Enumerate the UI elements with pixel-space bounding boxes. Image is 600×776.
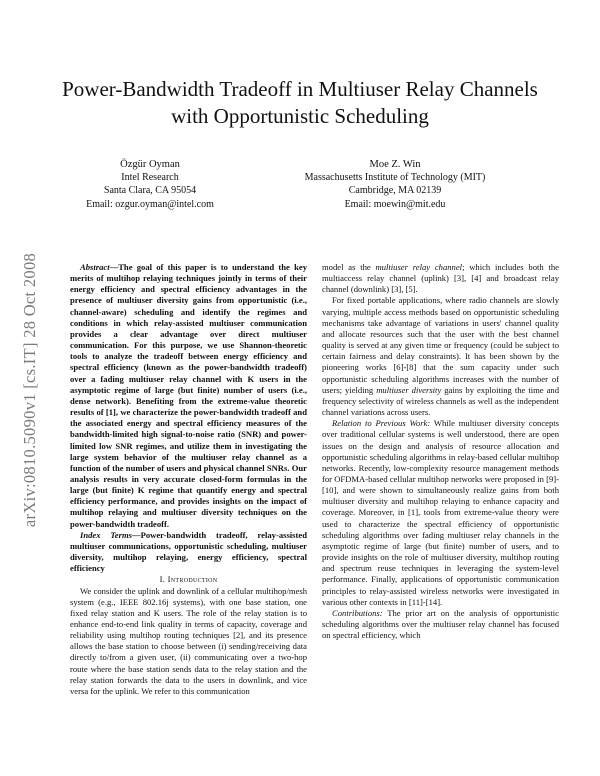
title-line-2: with Opportunistic Scheduling <box>171 104 429 128</box>
abstract-label: Abstract <box>80 262 110 272</box>
section-number: I. <box>159 574 166 585</box>
paragraph-text: model as the <box>322 262 376 272</box>
author-address: Cambridge, MA 02139 <box>348 185 442 197</box>
paragraph-text: The prior art on the analysis of opportunistic scheduling algorithms over the multiuser relay channel has focused on spectral efficiency, which <box>322 607 559 641</box>
paragraph-text: ; which includes both the multiaccess relay channel (uplink) [3], [4] and broadcast relay channel (downlink) [3], [5]. <box>322 262 559 295</box>
intro-paragraph: We consider the uplink and downlink of a cellular multihop/mesh system (e.g., IEEE 802.16j systems), with one base station, one fixed relay station and K users. The role of the relay station is to enhance end-to-end link quality in terms of capacity, coverage and reliability using multihop routing techniques [2], and its presence allows the base station to choose between (i) sending/receiving data directly to/from a given user, (ii) communicating over a two-hop route where the base station sends data to the relay station and the relay station forwards the data to the users in downlink, and vice versa for the uplink. We refer to this communication <box>70 585 307 696</box>
author-address: Santa Clara, CA 95054 <box>103 185 197 197</box>
paragraph-text: While multiuser diversity concepts over traditional cellular systems is well understood, there are open issues on the design and analysis of resource allocation and opportunistic scheduling algorithms in relay-based cellular multihop networks. Recently, low-complexity resource management methods for OFDMA-based cellular multihop networks were proposed in [9]-[10], and were shown to simultaneously realize gains from both multiuser diversity and multihop relaying to enhance capacity and coverage. Moreover, in [1], tools from extreme-value theory were used to characterize the spectral efficiency of opportunistic scheduling algorithms over fading multiuser relay channels in the asymptotic regime of large (but finite) number of users, and to provide insights on the role of multiuser diversity, multihop routing and spectrum reuse techniques in leveraging the system-level performance. Finally, applications of opportunistic communication principles to relay-assisted wireless networks were investigated in various other contexts in [11]-[14]. <box>322 418 559 607</box>
abstract-text: —The goal of this paper is to understand the key merits of multihop relaying techniques jointly in terms of their energy efficiency and spectral efficiency advantages in the presence of multiuser diversity gains from opportunistic (i.e., channel-aware) scheduling and identify the regimes and conditions in which relay-assisted multiuser communication provides a clear advantage over direct multiuser communication. For this purpose, we use Shannon-theoretic tools to analyze the tradeoff between energy efficiency and spectral efficiency (known as the power-bandwidth tradeoff) over a fading multiuser relay channel with K users in the asymptotic regime of large (but finite) number of users (i.e., dense network). Benefiting from the extreme-value theoretic results of [1], we characterize the power-bandwidth tradeoff and the associated energy and spectral efficiency measures of the bandwidth-limited high signal-to-noise ratio (SNR) and power-limited low SNR regimes, and utilize them in investigating the large system behavior of the multiuser relay channel as a function of the number of users and physical channel SNRs. Our analysis results in very accurate closed-form formulas in the large (but finite) K regime that quantify energy and spectral efficiency performance, and provides insights on the impact of multihop relaying and multiuser diversity techniques on the power-bandwidth tradeoff. <box>70 262 307 529</box>
paragraph-heading: Contributions: <box>332 607 383 618</box>
paragraph-heading: Relation to Previous Work: <box>332 418 431 429</box>
author-email: Email: moewin@mit.edu <box>344 198 446 210</box>
paragraph-portable <box>322 295 559 418</box>
right-column <box>322 262 559 641</box>
paragraph-text: For fixed portable applications, where radio channels are slowly varying, multiple access methods based on opportunistic scheduling mechanisms take advantage of variations in users' channel quality and allocate resources such that the user with the best channel quality is served at any given time or frequency (could be subject to certain fairness and delay constraints). It has been shown by the pioneering works [6]-[8] that the sum capacity under such opportunistic scheduling algorithms increases with the number of users; yielding <box>322 295 559 395</box>
paragraph-contributions <box>322 608 559 641</box>
abstract <box>70 262 307 530</box>
author-email: Email: ozgur.oyman@intel.com <box>86 198 214 210</box>
left-column <box>70 262 307 697</box>
index-terms-label: Index Terms <box>80 529 132 540</box>
author-name: Moe Z. Win <box>369 159 421 170</box>
paragraph-previous-work <box>322 418 559 608</box>
author-affiliation: Massachusetts Institute of Technology (MIT) <box>304 172 486 184</box>
title-line-1: Power-Bandwidth Tradeoff in Multiuser Relay Channels <box>62 77 538 101</box>
index-terms <box>70 530 307 575</box>
author-name: Özgür Oyman <box>120 159 180 170</box>
paper-title <box>40 76 560 130</box>
author-affiliation: Intel Research <box>121 172 179 184</box>
author-block-1 <box>50 158 250 211</box>
paragraph-continued <box>322 262 559 295</box>
author-block-2 <box>275 158 515 211</box>
emphasis: multiuser relay channel <box>375 262 463 272</box>
emphasis: multiuser diversity <box>376 384 442 395</box>
arxiv-stamp-text: arXiv:0810.5090v1 [cs.IT] 28 Oct 2008 <box>20 252 39 528</box>
section-title: Introduction <box>167 574 218 585</box>
paragraph-text: gains by exploiting the time and frequency selectivity of wireless channels as well as the independent channel variations across users. <box>322 384 559 418</box>
index-terms-text: —Power-bandwidth tradeoff, relay-assisted multiuser communications, opportunistic scheduling, multiuser diversity, multihop relaying, energy efficiency, spectral efficiency <box>70 529 307 574</box>
arxiv-stamp <box>10 180 50 600</box>
section-heading <box>70 574 307 585</box>
